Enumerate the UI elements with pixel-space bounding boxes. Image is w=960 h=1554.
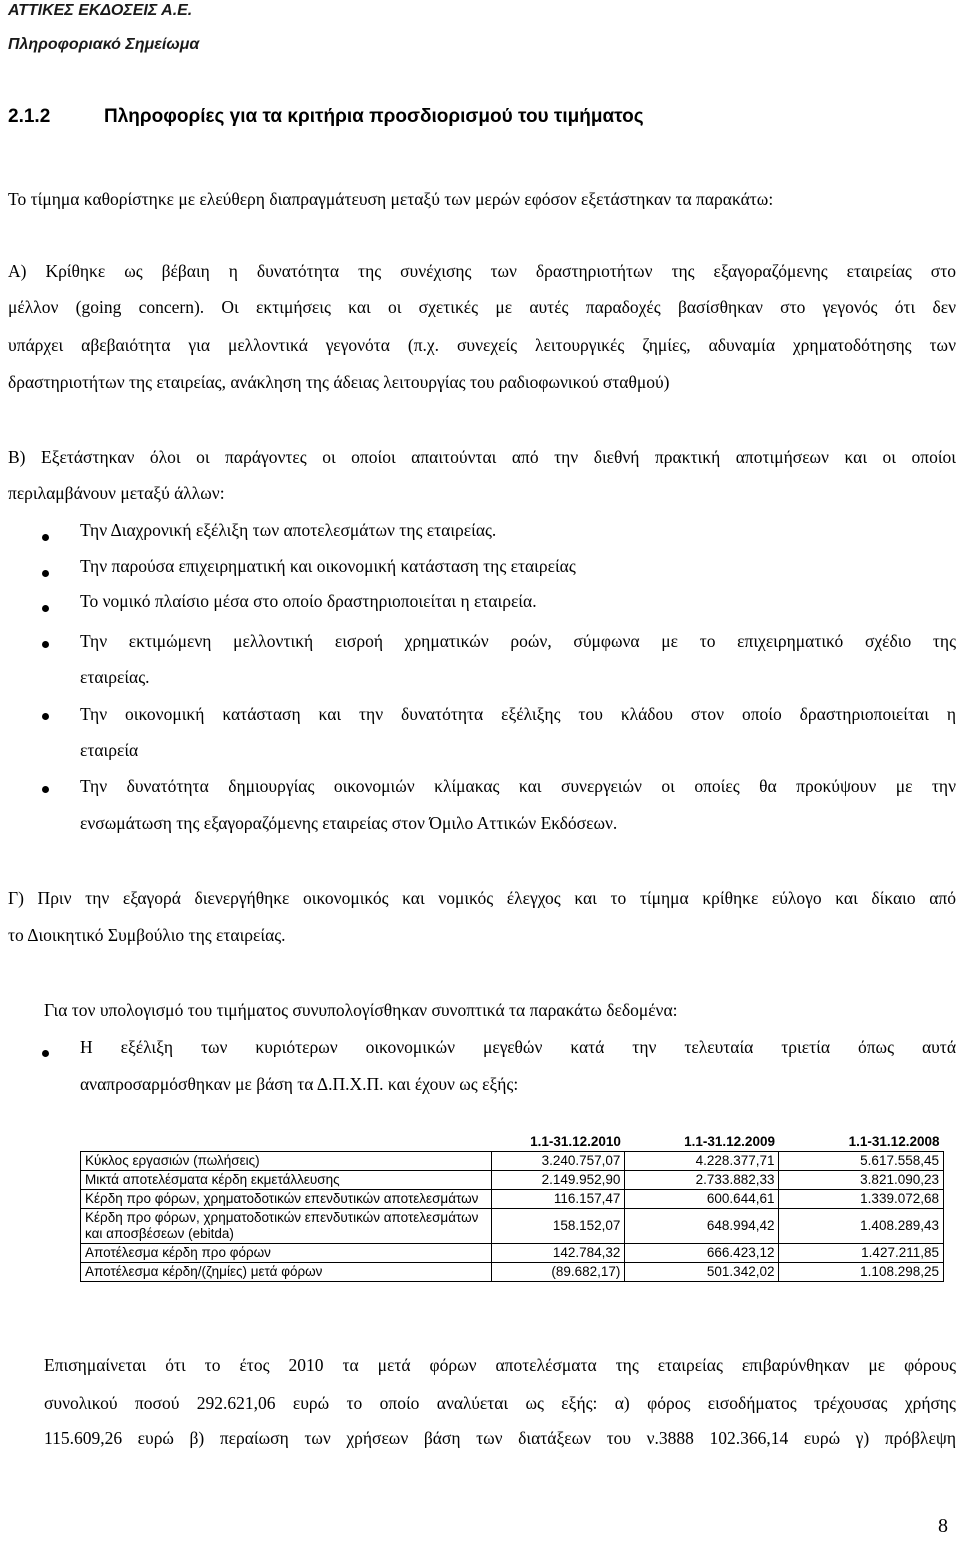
bullet-dot — [38, 637, 52, 651]
calc-bullet-line: αναπροσαρμόσθηκαν με βάση τα Δ.Π.Χ.Π. και έχουν ως εξής: — [80, 1074, 519, 1094]
document-type-header: Πληροφοριακό Σημείωμα — [8, 36, 200, 53]
cell-value: 5.617.558,45 — [779, 1152, 944, 1171]
bullet-item-cont: εταιρεία — [80, 740, 139, 760]
bullet-dot — [38, 566, 52, 580]
row-label: Αποτέλεσμα κέρδη/(ζημίες) μετά φόρων — [81, 1263, 492, 1282]
closing-line: Επισημαίνεται ότι το έτος 2010 τα μετά φόρων αποτελέσματα της εταιρείας επιβαρύνθηκαν με φόρους — [44, 1355, 956, 1375]
company-header: ΑΤΤΙΚΕΣ ΕΚΔΟΣΕΙΣ Α.Ε. — [8, 2, 193, 19]
cell-value: 1.108.298,25 — [779, 1263, 944, 1282]
bullet-item-cont: εταιρείας. — [80, 667, 150, 687]
cell-value: 1.408.289,43 — [779, 1209, 944, 1244]
table-column-header: 1.1-31.12.2010 — [492, 1133, 625, 1152]
intro-paragraph: Το τίμημα καθορίστηκε με ελεύθερη διαπραγμάτευση μεταξύ των μερών εφόσον εξετάστηκαν τα παρακάτω: — [8, 189, 774, 209]
cell-value: 4.228.377,71 — [625, 1152, 779, 1171]
table-row — [81, 1190, 944, 1209]
para-a-line: μέλλον (going concern). Οι εκτιμήσεις και οι σχετικές με αυτές παραδοχές βασίσθηκαν στο γεγονός ότι δεν — [8, 297, 956, 317]
table-row — [81, 1244, 944, 1263]
row-label: Μικτά αποτελέσματα κέρδη εκμετάλλευσης — [81, 1171, 492, 1190]
cell-value: 600.644,61 — [625, 1190, 779, 1209]
cell-value: 3.240.757,07 — [492, 1152, 625, 1171]
page-number: 8 — [938, 1515, 948, 1537]
section-heading — [8, 106, 644, 128]
bullet-dot — [38, 709, 52, 723]
bullet-dot — [38, 601, 52, 615]
calc-bullet-line: Η εξέλιξη των κυριότερων οικονομικών μεγεθών κατά την τελευταία τριετία όπως αυτά — [80, 1037, 956, 1057]
table-header-blank — [81, 1133, 492, 1152]
para-a-line: υπάρχει αβεβαιότητα για μελλοντικά γεγονότα (π.χ. συνεχείς λειτουργικές ζημίες, αδυναμία χρηματοδότησης των — [8, 335, 956, 355]
table-row — [81, 1263, 944, 1282]
cell-value: (89.682,17) — [492, 1263, 625, 1282]
table-column-header: 1.1-31.12.2008 — [779, 1133, 944, 1152]
cell-value: 158.152,07 — [492, 1209, 625, 1244]
cell-value: 2.149.952,90 — [492, 1171, 625, 1190]
closing-line: 115.609,26 ευρώ β) περαίωση των χρήσεων βάση των διατάξεων του ν.3888 102.366,14 ευρώ γ) πρόβλεψη — [44, 1428, 956, 1448]
bullet-item: Την παρούσα επιχειρηματική και οικονομική κατάσταση της εταιρείας — [80, 556, 576, 576]
bullet-item: Το νομικό πλαίσιο μέσα στο οποίο δραστηριοποιείται η εταιρεία. — [80, 591, 537, 611]
bullet-dot — [38, 782, 52, 796]
para-a-line: Α) Κρίθηκε ως βέβαιη η δυνατότητα της συνέχισης των δραστηριοτήτων της εξαγοραζόμενης εταιρείας στο — [8, 261, 956, 281]
section-title: Πληροφορίες για τα κριτήρια προσδιορισμού του τιμήματος — [104, 106, 644, 127]
closing-line: συνολικού ποσού 292.621,06 ευρώ το οποίο αναλύεται ως εξής: α) φόρος εισοδήματος τρέχουσας χρήσης — [44, 1393, 956, 1413]
para-c-line: Γ) Πριν την εξαγορά διενεργήθηκε οικονομικός και νομικός έλεγχος και το τίμημα κρίθηκε εύλογο και δίκαιο από — [8, 888, 956, 908]
cell-value: 2.733.882,33 — [625, 1171, 779, 1190]
cell-value: 648.994,42 — [625, 1209, 779, 1244]
cell-value: 142.784,32 — [492, 1244, 625, 1263]
bullet-item: Την δυνατότητα δημιουργίας οικονομιών κλίμακας και συνεργειών οι οποίες θα προκύψουν με την — [80, 776, 956, 796]
table-column-header: 1.1-31.12.2009 — [625, 1133, 779, 1152]
financials-table — [80, 1133, 944, 1282]
table-row — [81, 1209, 944, 1244]
para-c-line: το Διοικητικό Συμβούλιο της εταιρείας. — [8, 925, 286, 945]
bullet-item: Την οικονομική κατάσταση και την δυνατότητα εξέλιξης του κλάδου στον οποίο δραστηριοποιείται η — [80, 704, 956, 724]
cell-value: 3.821.090,23 — [779, 1171, 944, 1190]
row-label: Κέρδη προ φόρων, χρηματοδοτικών επενδυτικών αποτελεσμάτων και αποσβέσεων (ebitda) — [81, 1209, 492, 1244]
cell-value: 666.423,12 — [625, 1244, 779, 1263]
section-number: 2.1.2 — [8, 106, 51, 127]
bullet-item-cont: ενσωμάτωση της εξαγοραζόμενης εταιρείας στον Όμιλο Αττικών Εκδόσεων. — [80, 813, 618, 833]
calc-intro: Για τον υπολογισμό του τιμήματος συνυπολογίσθηκαν συνοπτικά τα παρακάτω δεδομένα: — [44, 1000, 678, 1020]
table-header-row — [81, 1133, 944, 1152]
cell-value: 1.339.072,68 — [779, 1190, 944, 1209]
table-row — [81, 1152, 944, 1171]
cell-value: 1.427.211,85 — [779, 1244, 944, 1263]
cell-value: 116.157,47 — [492, 1190, 625, 1209]
para-b-line: Β) Εξετάστηκαν όλοι οι παράγοντες οι οποίοι απαιτούνται από την διεθνή πρακτική αποτιμήσεων και οι οποίοι — [8, 447, 956, 467]
bullet-item: Την Διαχρονική εξέλιξη των αποτελεσμάτων της εταιρείας. — [80, 520, 497, 540]
para-b-line: περιλαμβάνουν μεταξύ άλλων: — [8, 483, 225, 503]
para-a-line: δραστηριοτήτων της εταιρείας, ανάκληση της άδειας λειτουργίας του ραδιοφωνικού σταθμού) — [8, 372, 670, 392]
bullet-item: Την εκτιμώμενη μελλοντική εισροή χρηματικών ροών, σύμφωνα με το επιχειρηματικό σχέδιο της — [80, 631, 956, 651]
bullet-dot — [38, 530, 52, 544]
bullet-dot — [38, 1046, 52, 1060]
row-label: Αποτέλεσμα κέρδη προ φόρων — [81, 1244, 492, 1263]
cell-value: 501.342,02 — [625, 1263, 779, 1282]
row-label: Κύκλος εργασιών (πωλήσεις) — [81, 1152, 492, 1171]
table-row — [81, 1171, 944, 1190]
row-label: Κέρδη προ φόρων, χρηματοδοτικών επενδυτικών αποτελεσμάτων — [81, 1190, 492, 1209]
